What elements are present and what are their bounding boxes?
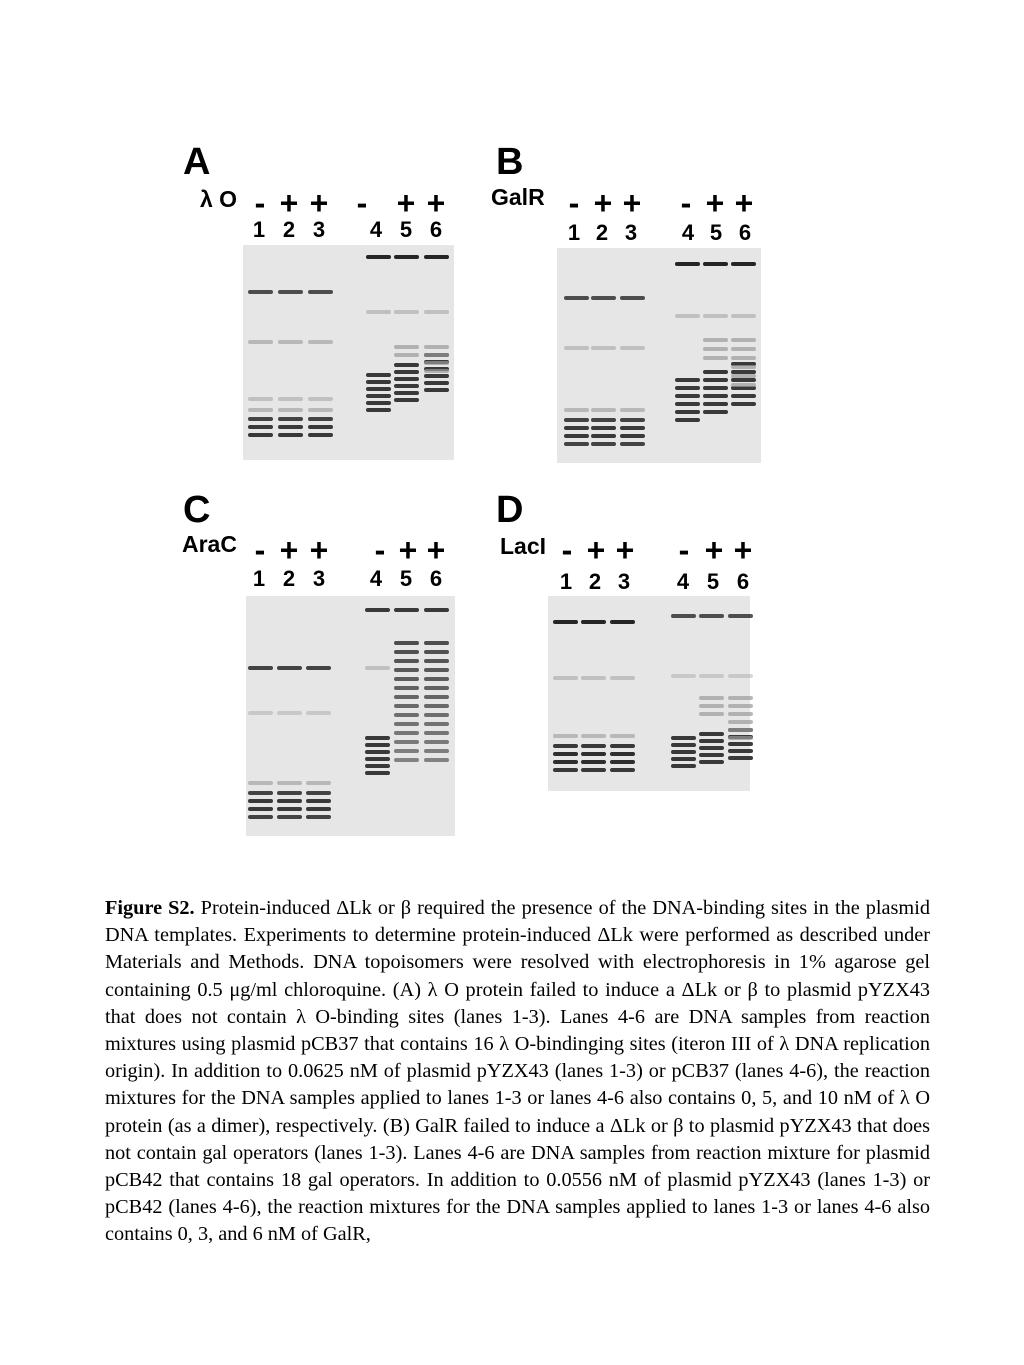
treatment-sign: + (615, 532, 635, 568)
treatment-sign: + (734, 185, 754, 221)
lane-number: 6 (736, 569, 750, 594)
gel-band (620, 418, 645, 422)
gel-band (394, 310, 419, 314)
gel-band (728, 756, 753, 760)
gel-band (424, 749, 449, 753)
gel-band (731, 402, 756, 406)
gel-band (703, 314, 728, 318)
gel-band (728, 712, 753, 716)
gel-band (394, 731, 419, 735)
panel-letter: C (183, 489, 211, 531)
gel-band (308, 408, 333, 412)
gel-band (366, 310, 391, 314)
gel-band (277, 711, 302, 715)
gel-band (248, 417, 273, 421)
gel-band (248, 397, 273, 401)
gel-band (248, 815, 273, 819)
gel-band (699, 614, 724, 618)
gel-band (424, 608, 449, 612)
gel-band (424, 369, 449, 373)
gel-band (248, 433, 273, 437)
gel-band (394, 686, 419, 690)
gel-band (248, 799, 273, 803)
gel-band (553, 620, 578, 624)
treatment-sign: + (622, 185, 642, 221)
gel-band (277, 791, 302, 795)
lane-number: 5 (399, 217, 413, 242)
gel-band (308, 340, 333, 344)
gel-band (581, 676, 606, 680)
treatment-sign: + (279, 185, 299, 221)
gel-band (728, 742, 753, 746)
gel-band (394, 363, 419, 367)
gel-image (246, 596, 455, 836)
treatment-sign: + (733, 532, 753, 568)
treatment-sign: + (398, 532, 418, 568)
gel-band (703, 378, 728, 382)
gel-band (553, 734, 578, 738)
gel-band (591, 434, 616, 438)
gel-band (553, 768, 578, 772)
gel-band (308, 433, 333, 437)
gel-band (277, 815, 302, 819)
gel-band (728, 674, 753, 678)
lane-number: 4 (681, 220, 695, 245)
gel-band (553, 752, 578, 756)
gel-band (248, 340, 273, 344)
gel-band (278, 417, 303, 421)
gel-band (308, 417, 333, 421)
gel-band (675, 410, 700, 414)
gel-band (394, 749, 419, 753)
gel-band (394, 370, 419, 374)
gel-band (365, 750, 390, 754)
gel-band (394, 722, 419, 726)
caption-body: Protein-induced ΔLk or β required the presence of the DNA-binding sites in the plasmid DNA templates. Experiments to determine protein-induced ΔLk were performed as described under Materials and Methods. DNA topoisomers were resolved with electrophoresis in 1% agarose gel containing 0.5 μg/ml chloroquine. (A) λ O protein failed to induce a ΔLk or β to plasmid pYZX43 that does not contain λ O-binding sites (lanes 1-3). Lanes 4-6 are DNA samples from reaction mixtures using plasmid pCB37 that contains 16 λ O-bindinging sites (iteron III of λ DNA replication origin). In addition to 0.0625 nM of plasmid pYZX43 (lanes 1-3) or pCB37 (lanes 4-6), the reaction mixtures for the DNA samples applied to lanes 1-3 or lanes 4-6 also contains 0, 5, and 10 nM of λ O protein (as a dimer), respectively. (B) GalR failed to induce a ΔLk or β to plasmid pYZX43 that does not contain gal operators (lanes 1-3). Lanes 4-6 are DNA samples from reaction mixture for plasmid pCB42 that contains 18 gal operators. In addition to 0.0556 nM of plasmid pYZX43 (lanes 1-3) or pCB42 (lanes 4-6), the reaction mixtures for the DNA samples applied to lanes 1-3 or lanes 4-6 also contains 0, 3, and 6 nM of GalR, (105, 897, 930, 1246)
gel-band (703, 370, 728, 374)
treatment-sign: - (680, 185, 692, 221)
gel-band (366, 394, 391, 398)
gel-band (277, 666, 302, 670)
gel-band (731, 378, 756, 382)
gel-band (424, 641, 449, 645)
lane-number: 5 (706, 569, 720, 594)
gel-band (699, 760, 724, 764)
gel-band (306, 781, 331, 785)
gel-band (306, 799, 331, 803)
gel-band (278, 408, 303, 412)
gel-band (620, 408, 645, 412)
treatment-sign: - (254, 532, 266, 568)
treatment-sign: + (426, 185, 446, 221)
gel-band (581, 760, 606, 764)
gel-band (278, 340, 303, 344)
gel-band (553, 760, 578, 764)
gel-band (365, 736, 390, 740)
gel-band (671, 614, 696, 618)
gel-band (564, 442, 589, 446)
gel-band (394, 345, 419, 349)
gel-band (394, 758, 419, 762)
gel-band (610, 768, 635, 772)
gel-band (703, 410, 728, 414)
protein-label: GalR (491, 184, 545, 210)
gel-band (277, 799, 302, 803)
gel-band (366, 408, 391, 412)
lane-number: 3 (624, 220, 638, 245)
gel-band (675, 378, 700, 382)
gel-band (306, 807, 331, 811)
protein-label: λ O (200, 186, 238, 212)
treatment-sign: + (426, 532, 446, 568)
gel-band (591, 346, 616, 350)
lane-number: 1 (567, 220, 581, 245)
treatment-sign: + (396, 185, 416, 221)
gel-band (703, 338, 728, 342)
gel-band (564, 418, 589, 422)
lane-number: 6 (429, 566, 443, 591)
lane-number: 3 (312, 566, 326, 591)
gel-band (728, 614, 753, 618)
gel-band (424, 731, 449, 735)
gel-band (699, 746, 724, 750)
gel-band (424, 255, 449, 259)
gel-band (365, 764, 390, 768)
gel-band (581, 734, 606, 738)
gel-band (703, 356, 728, 360)
lane-number: 3 (617, 569, 631, 594)
gel-band (671, 743, 696, 747)
gel-band (620, 434, 645, 438)
gel-band (366, 387, 391, 391)
gel-band (675, 418, 700, 422)
gel-band (699, 674, 724, 678)
gel-band (394, 377, 419, 381)
gel-band (394, 668, 419, 672)
gel-band (308, 397, 333, 401)
treatment-sign: + (309, 532, 329, 568)
gel-band (703, 402, 728, 406)
gel-band (394, 740, 419, 744)
gel-band (564, 296, 589, 300)
gel-band (620, 442, 645, 446)
gel-band (248, 781, 273, 785)
lane-number: 4 (369, 566, 383, 591)
gel-band (278, 425, 303, 429)
lane-number: 6 (738, 220, 752, 245)
gel-band (248, 807, 273, 811)
treatment-sign: + (309, 185, 329, 221)
gel-band (699, 696, 724, 700)
gel-band (394, 704, 419, 708)
gel-band (424, 388, 449, 392)
treatment-sign: + (593, 185, 613, 221)
gel-band (699, 753, 724, 757)
lane-number: 2 (588, 569, 602, 594)
gel-band (610, 760, 635, 764)
gel-image (243, 245, 454, 460)
gel-band (610, 676, 635, 680)
gel-band (620, 426, 645, 430)
gel-band (675, 314, 700, 318)
lane-number: 4 (676, 569, 690, 594)
treatment-sign: - (561, 532, 573, 568)
gel-band (424, 695, 449, 699)
gel-band (731, 347, 756, 351)
gel-band (581, 752, 606, 756)
protein-label: LacI (500, 533, 547, 559)
gel-band (675, 394, 700, 398)
gel-band (306, 815, 331, 819)
gel-band (699, 732, 724, 736)
gel-band (620, 296, 645, 300)
gel-band (278, 433, 303, 437)
gel-band (581, 744, 606, 748)
lane-number: 5 (399, 566, 413, 591)
gel-band (564, 426, 589, 430)
gel-band (424, 659, 449, 663)
gel-band (366, 380, 391, 384)
gel-band (610, 752, 635, 756)
gel-band (278, 290, 303, 294)
gel-band (277, 781, 302, 785)
gel-band (553, 676, 578, 680)
gel-band (671, 757, 696, 761)
gel-band (591, 442, 616, 446)
gel-band (394, 695, 419, 699)
gel-band (394, 391, 419, 395)
gel-band (703, 386, 728, 390)
gel-image (548, 596, 750, 791)
gel-band (248, 711, 273, 715)
gel-band (591, 418, 616, 422)
gel-band (675, 262, 700, 266)
gel-band (424, 686, 449, 690)
lane-number: 1 (559, 569, 573, 594)
gel-band (610, 744, 635, 748)
gel-image (557, 248, 761, 463)
gel-band (731, 314, 756, 318)
lane-number: 1 (252, 566, 266, 591)
gel-band (731, 374, 756, 378)
gel-band (671, 764, 696, 768)
gel-band (278, 397, 303, 401)
gel-band (728, 696, 753, 700)
gel-band (728, 728, 753, 732)
panel-letter: D (496, 489, 524, 531)
gel-band (366, 373, 391, 377)
gel-band (394, 641, 419, 645)
gel-band (671, 750, 696, 754)
gel-band (728, 749, 753, 753)
gel-band (703, 347, 728, 351)
gel-band (675, 386, 700, 390)
gel-band (703, 394, 728, 398)
gel-band (277, 807, 302, 811)
gel-band (564, 346, 589, 350)
gel-band (591, 426, 616, 430)
gel-band (308, 290, 333, 294)
treatment-sign: + (586, 532, 606, 568)
gel-band (731, 262, 756, 266)
gel-band (731, 383, 756, 387)
gel-band (394, 384, 419, 388)
lane-number: 5 (709, 220, 723, 245)
gel-band (424, 722, 449, 726)
lane-number: 2 (595, 220, 609, 245)
lane-number: 2 (282, 566, 296, 591)
gel-band (581, 768, 606, 772)
lane-number: 1 (252, 217, 266, 242)
gel-band (394, 398, 419, 402)
gel-band (424, 758, 449, 762)
gel-band (424, 361, 449, 365)
gel-band (365, 743, 390, 747)
gel-band (424, 353, 449, 357)
gel-band (728, 704, 753, 708)
gel-band (591, 408, 616, 412)
gel-band (728, 720, 753, 724)
gel-band (394, 608, 419, 612)
panel-letter: A (183, 141, 211, 183)
gel-band (424, 381, 449, 385)
gel-band (248, 408, 273, 412)
treatment-sign: - (568, 185, 580, 221)
gel-band (306, 791, 331, 795)
gel-band (424, 650, 449, 654)
figure-caption (105, 895, 930, 1249)
gel-band (365, 757, 390, 761)
gel-band (248, 290, 273, 294)
protein-label: AraC (182, 531, 237, 557)
gel-band (424, 704, 449, 708)
gel-band (366, 401, 391, 405)
gel-band (394, 255, 419, 259)
gel-band (248, 791, 273, 795)
treatment-sign: + (704, 532, 724, 568)
gel-band (308, 425, 333, 429)
treatment-sign: - (374, 532, 386, 568)
treatment-sign: - (356, 185, 368, 221)
gel-band (581, 620, 606, 624)
treatment-sign: + (705, 185, 725, 221)
lane-number: 6 (429, 217, 443, 242)
gel-band (620, 346, 645, 350)
lane-number: 4 (369, 217, 383, 242)
gel-band (424, 713, 449, 717)
gel-band (366, 255, 391, 259)
gel-band (424, 374, 449, 378)
gel-band (424, 310, 449, 314)
gel-band (731, 338, 756, 342)
gel-band (248, 666, 273, 670)
gel-band (731, 394, 756, 398)
gel-band (394, 650, 419, 654)
gel-band (424, 677, 449, 681)
lane-number: 2 (282, 217, 296, 242)
gel-band (424, 740, 449, 744)
gel-band (424, 345, 449, 349)
gel-band (699, 712, 724, 716)
treatment-sign: - (254, 185, 266, 221)
gel-band (564, 408, 589, 412)
gel-band (731, 365, 756, 369)
gel-band (306, 666, 331, 670)
gel-band (248, 425, 273, 429)
gel-band (699, 704, 724, 708)
gel-band (394, 353, 419, 357)
caption-title: Figure S2. (105, 897, 195, 919)
gel-band (553, 744, 578, 748)
gel-band (699, 739, 724, 743)
gel-band (394, 713, 419, 717)
treatment-sign: - (678, 532, 690, 568)
gel-band (394, 677, 419, 681)
gel-band (731, 356, 756, 360)
gel-band (703, 262, 728, 266)
lane-number: 3 (312, 217, 326, 242)
treatment-sign: + (279, 532, 299, 568)
gel-band (728, 736, 753, 740)
gel-band (671, 674, 696, 678)
gel-band (564, 434, 589, 438)
gel-band (424, 668, 449, 672)
gel-band (591, 296, 616, 300)
gel-band (675, 402, 700, 406)
gel-band (610, 734, 635, 738)
gel-band (394, 659, 419, 663)
gel-band (671, 736, 696, 740)
gel-band (610, 620, 635, 624)
gel-band (306, 711, 331, 715)
gel-band (365, 771, 390, 775)
gel-band (365, 666, 390, 670)
panel-letter: B (496, 141, 524, 183)
gel-band (365, 608, 390, 612)
